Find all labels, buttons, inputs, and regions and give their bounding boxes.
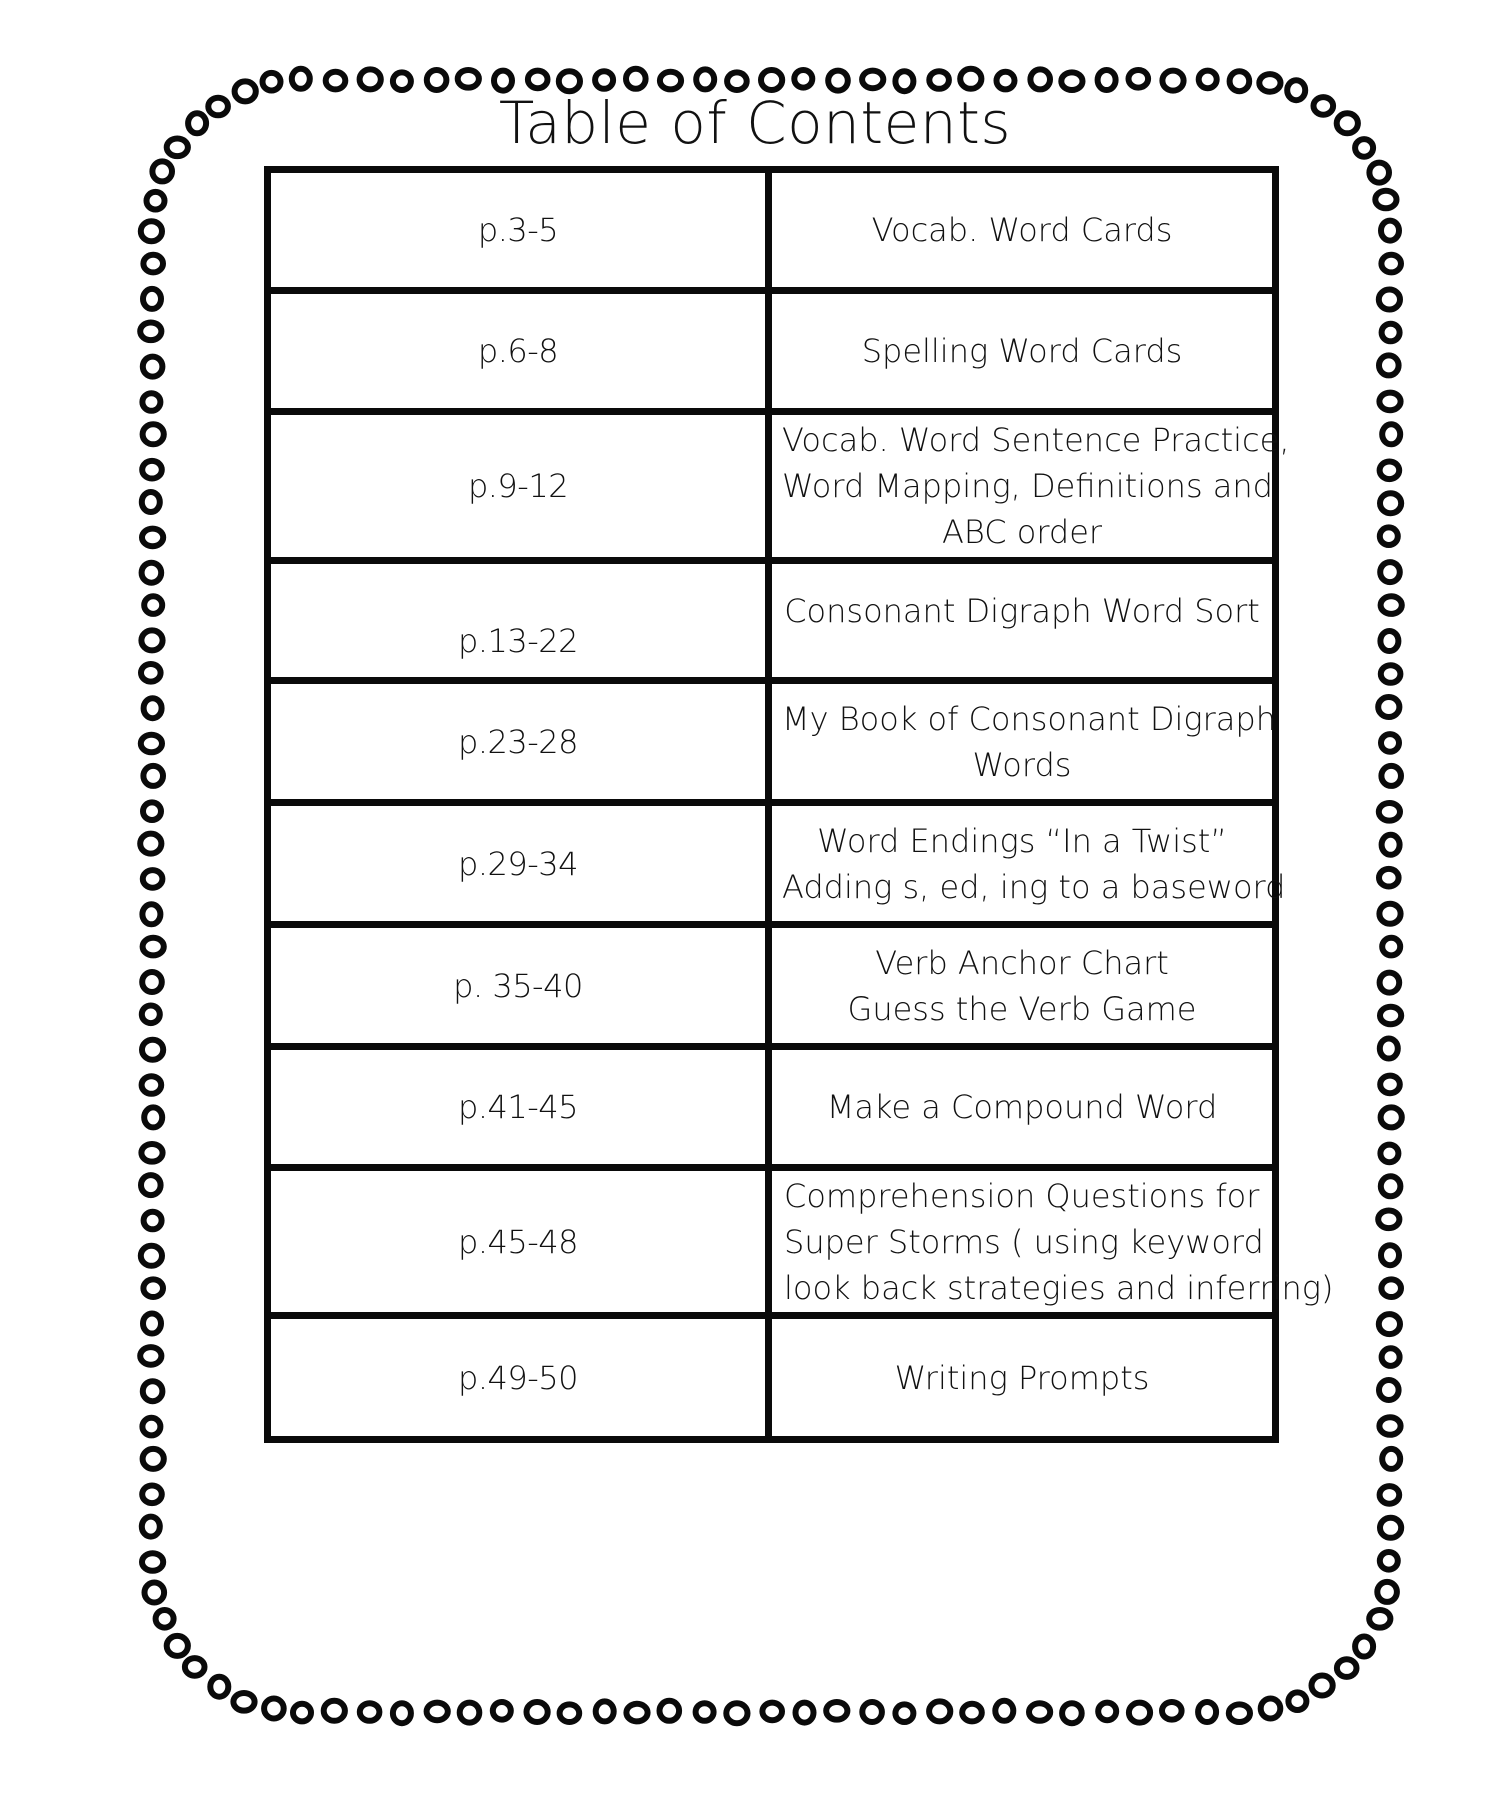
table-of-contents [264, 166, 1334, 1443]
section-title-line: ABC order [941, 513, 1103, 551]
toc-section-cell [769, 561, 1276, 681]
section-title-line: Verb Anchor Chart [875, 943, 1169, 982]
page-range: p.3-5 [477, 211, 559, 249]
toc-section-cell [769, 170, 1276, 291]
toc-row [268, 925, 1276, 1047]
section-title: Writing Prompts [894, 1358, 1150, 1397]
toc-row [268, 291, 1276, 412]
toc-row [268, 1047, 1276, 1168]
toc-pages-cell [268, 925, 769, 1047]
page-range: p.13-22 [458, 621, 578, 660]
section-title: Consonant Digraph Word Sort [784, 592, 1260, 630]
toc-section-cell [769, 681, 1276, 803]
section-title-line: Word Endings “In a Twist” [817, 821, 1227, 860]
page-range: p.23-28 [458, 722, 578, 761]
section-title-line: look back strategies and inferring) [784, 1268, 1334, 1307]
toc-pages-cell [268, 1047, 769, 1168]
toc-section-cell [769, 925, 1276, 1047]
section-title-line: Vocab. Word Sentence Practice, [782, 421, 1290, 459]
toc-pages-cell [268, 803, 769, 925]
page-range: p.41-45 [458, 1088, 578, 1126]
toc-section-cell [769, 412, 1290, 561]
section-title-line: My Book of Consonant Digraph [782, 699, 1276, 738]
toc-pages-cell [268, 1168, 769, 1316]
section-title: Spelling Word Cards [861, 332, 1183, 370]
toc-row [268, 803, 1276, 925]
section-title-line: Super Storms ( using keyword [784, 1222, 1264, 1261]
section-title: Make a Compound Word [826, 1088, 1218, 1126]
page-range: p.45-48 [458, 1222, 578, 1261]
page-range: p.9-12 [467, 467, 569, 505]
page-range: p. 35-40 [453, 966, 583, 1005]
toc-section-cell [769, 803, 1286, 925]
toc-section-cell [769, 1047, 1276, 1168]
toc-pages-cell [268, 291, 769, 412]
section-title-line: Word Mapping, Definitions and [782, 467, 1273, 505]
page-range: p.6-8 [477, 332, 559, 370]
section-title-line: Guess the Verb Game [847, 989, 1197, 1028]
section-title-line: Words [972, 745, 1072, 784]
toc-section-cell [769, 1168, 1334, 1316]
page-range: p.49-50 [458, 1358, 578, 1397]
toc-pages-cell [268, 561, 769, 681]
toc-row [268, 1316, 1276, 1440]
toc-pages-cell [268, 170, 769, 291]
section-title-line: Comprehension Questions for [784, 1176, 1260, 1215]
toc-pages-cell [268, 412, 769, 561]
page-range: p.29-34 [458, 844, 578, 883]
toc-pages-cell [268, 1316, 769, 1440]
toc-row [268, 412, 1276, 561]
toc-section-cell [769, 291, 1276, 412]
section-title-line: Adding s, ed, ing to a baseword [782, 867, 1286, 906]
page-title: Table of Contents [498, 89, 1012, 157]
toc-row [268, 1168, 1276, 1316]
toc-row [268, 170, 1276, 291]
section-title: Vocab. Word Cards [871, 211, 1173, 249]
toc-row [268, 681, 1276, 803]
toc-section-cell [769, 1316, 1276, 1440]
toc-pages-cell [268, 681, 769, 803]
toc-row [268, 561, 1276, 681]
